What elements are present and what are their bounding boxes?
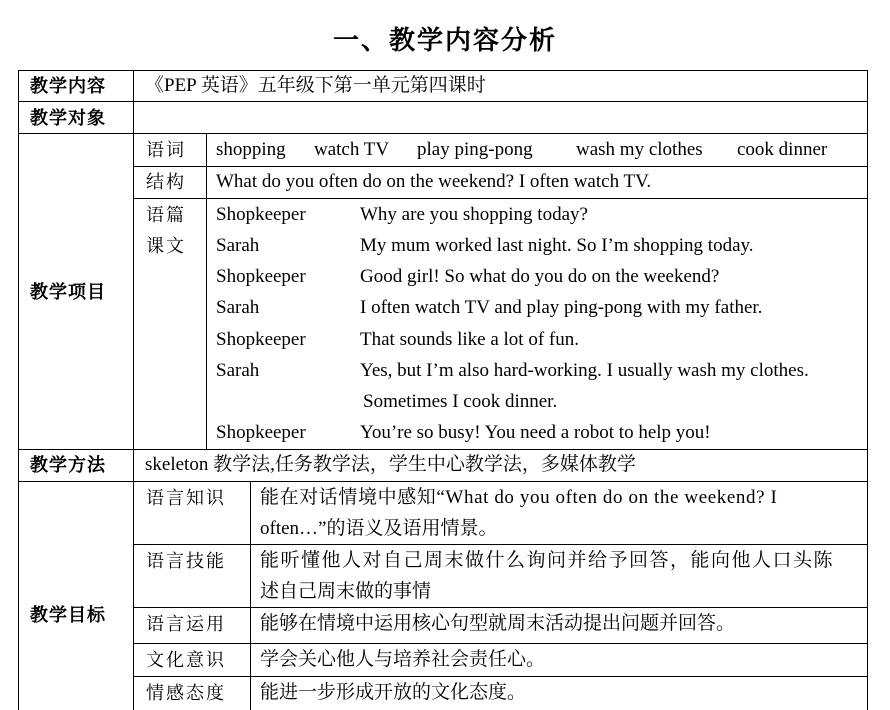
structure-label: 结构 <box>146 172 186 192</box>
dialogue-speaker: Shopkeeper <box>216 204 306 225</box>
text-label-1: 语篇 <box>146 205 186 225</box>
dialogue-line: Good girl! So what do you do on the weekend? <box>360 266 720 287</box>
dialogue-speaker: Sarah <box>216 235 260 256</box>
vocab-label: 语词 <box>146 140 186 160</box>
page-title: 一、教学内容分析 <box>332 26 557 55</box>
goal-label-attitude: 情感态度 <box>146 683 226 703</box>
method-value: skeleton 教学法,任务教学法，学生中心教学法，多媒体教学 <box>145 454 636 475</box>
goal-text: 述自己周末做的事情 <box>260 581 432 602</box>
goals-label: 教学目标 <box>30 605 106 625</box>
goal-label-usage: 语言运用 <box>146 614 226 634</box>
dialogue-speaker: Shopkeeper <box>216 266 306 287</box>
goal-text: 能够在情境中运用核心句型就周末活动提出问题并回答。 <box>260 613 736 634</box>
items-label: 教学项目 <box>30 282 106 302</box>
dialogue-line: You’re so busy! You need a robot to help you! <box>360 422 711 443</box>
dialogue-speaker: Shopkeeper <box>216 422 306 443</box>
dialogue-line: That sounds like a lot of fun. <box>360 329 579 350</box>
vocab-word: wash my clothes <box>576 139 703 160</box>
goal-text: 学会关心他人与培养社会责任心。 <box>260 649 546 670</box>
goal-label-culture: 文化意识 <box>146 650 226 670</box>
content-value: 《PEP 英语》五年级下第一单元第四课时 <box>145 75 486 96</box>
vocab-word: cook dinner <box>737 139 828 160</box>
dialogue-line: I often watch TV and play ping-pong with my father. <box>360 297 763 318</box>
dialogue-line: My mum worked last night. So I’m shopping today. <box>360 235 754 256</box>
vocab-word: shopping <box>216 139 286 160</box>
dialogue-line: Yes, but I’m also hard-working. I usually wash my clothes. <box>360 360 809 381</box>
goal-text: often…”的语义及语用情景。 <box>260 518 498 539</box>
dialogue-line: Sometimes I cook dinner. <box>363 391 558 412</box>
content-label: 教学内容 <box>30 76 106 96</box>
audience-label: 教学对象 <box>30 108 106 128</box>
method-label: 教学方法 <box>30 455 106 475</box>
goal-label-skills: 语言技能 <box>146 551 226 571</box>
goal-text: 能进一步形成开放的文化态度。 <box>260 682 527 703</box>
dialogue-line: Why are you shopping today? <box>360 204 588 225</box>
text-label-2: 课文 <box>146 236 186 256</box>
dialogue-speaker: Sarah <box>216 360 260 381</box>
vocab-word: watch TV <box>314 139 390 160</box>
goal-text: 能在对话情境中感知“What do you often do on the weekend? I <box>260 487 778 508</box>
dialogue-speaker: Shopkeeper <box>216 329 306 350</box>
goal-label-knowledge: 语言知识 <box>146 488 226 508</box>
goal-text: 能听懂他人对自己周末做什么询问并给予回答，能向他人口头陈 <box>260 550 835 571</box>
vocab-word: play ping-pong <box>417 139 533 160</box>
dialogue-speaker: Sarah <box>216 297 260 318</box>
structure-text: What do you often do on the weekend? I often watch TV. <box>216 171 652 192</box>
